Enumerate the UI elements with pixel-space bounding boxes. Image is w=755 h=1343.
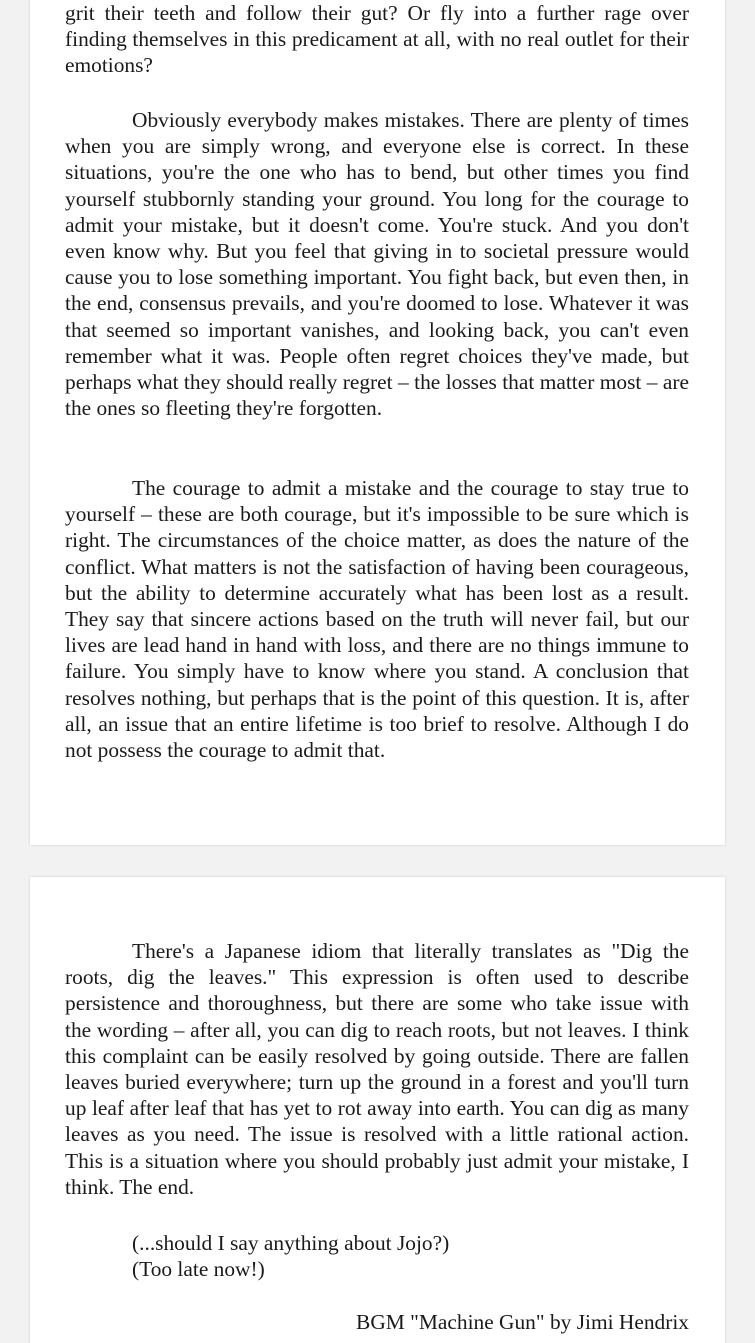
paragraph: Obviously everybody makes mistakes. There are plenty of times when you are simply wrong, and everyone else is correct. In these situations, you're the one who has to bend, but other times you find yourself stubbornly standing your ground. You long for the courage to admit your mistake, but it doesn't come. You're stuck. And you don't even know why. But you feel that giving in to societal pressure would cause you to lose something important. You fight back, but even then, in the end, consensus prevails, and you're doomed to lose. Whatever it was that seemed so important vanishes, and looking back, you can't even remember what it was. People often regret choices they've made, but perhaps what they should really regret – the losses that matter most – are the ones so fleeting they're forgotten. [65, 108, 689, 421]
document-page [30, 877, 725, 1343]
paragraph-continued: grit their teeth and follow their gut? Or fly into a further rage over finding themselves in this predicament at all, with no real outlet for their emotions? [65, 1, 689, 78]
paragraph: There's a Japanese idiom that literally translates as "Dig the roots, dig the leaves." This expression is often used to describe persistence and thoroughness, but there are some who take issue with the wording – after all, you can dig to reach roots, but not leaves. I think this complaint can be easily resolved by going outside. There are fallen leaves buried everywhere; turn up the ground in a forest and you'll turn up leaf after leaf that has yet to rot away into earth. You can dig as many leaves as you need. The issue is resolved with a little rational action. This is a situation where you should probably just admit your mistake, I think. The end. [65, 939, 689, 1199]
aside-line: (Too late now!) [132, 1257, 265, 1281]
document-page [30, 0, 725, 845]
aside-line: (...should I say anything about Jojo?) [132, 1231, 450, 1255]
paragraph: The courage to admit a mistake and the courage to stay true to yourself – these are both courage, but it's impossible to be sure which is right. The circumstances of the choice matter, as does the nature of the conflict. What matters is not the satisfaction of having been courageous, but the ability to determine accurately what has been lost as a result. They say that sincere actions based on the truth will never fail, but our lives are lead hand in hand with loss, and there are no things immune to failure. You simply have to know where you stand. A conclusion that resolves nothing, but perhaps that is the point of this question. It is, after all, an issue that an entire lifetime is too brief to resolve. Although I do not possess the courage to admit that. [65, 476, 689, 763]
music-credit: BGM "Machine Gun" by Jimi Hendrix [356, 1310, 689, 1334]
